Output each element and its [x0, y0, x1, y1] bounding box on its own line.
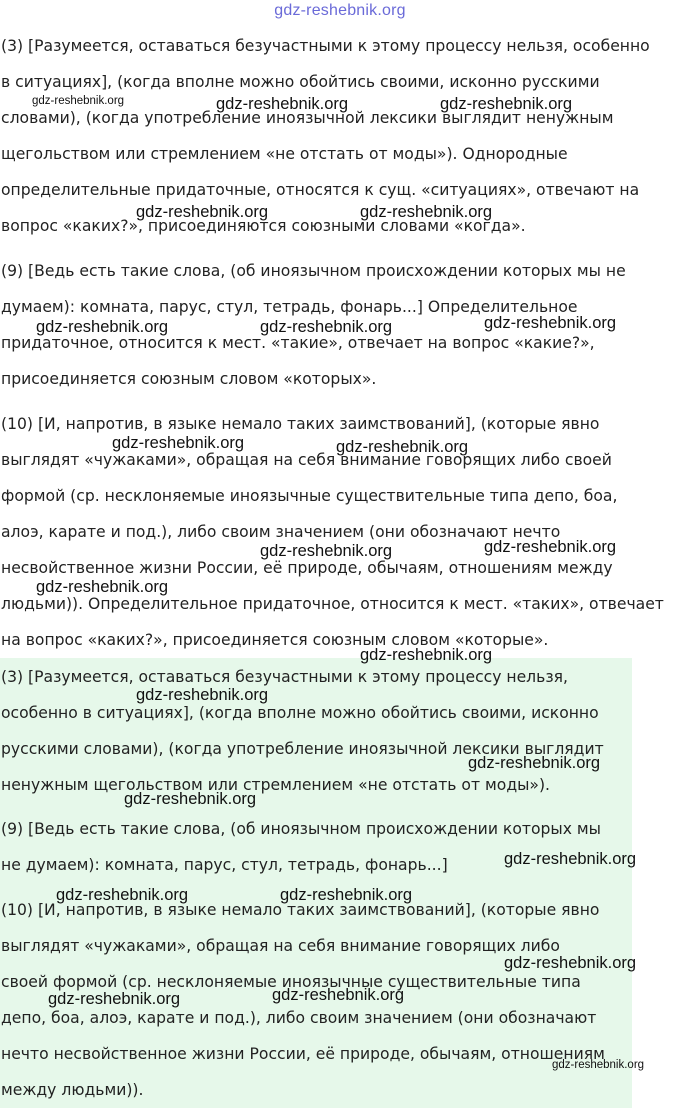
text-line: людьми)). Определительное придаточное, относится к мест. «таких», отвечает [1, 595, 664, 613]
text-line: в ситуациях], (когда вполне можно обойтись своими, исконно русскими [1, 73, 600, 91]
text-line: депо, боа, алоэ, карате и под.), либо своим значением (они обозначают [1, 1009, 597, 1027]
text-line: алоэ, карате и под.), либо своим значением (они обозначают нечто [1, 523, 561, 541]
text-line: словами), (когда употребление иноязычной лексики выглядит ненужным [1, 109, 614, 127]
watermark: gdz-reshebnik.org [468, 754, 601, 772]
watermark: gdz-reshebnik.org [440, 95, 573, 113]
watermark: gdz-reshebnik.org [56, 886, 189, 904]
analysis-paragraph-3 [1, 28, 677, 244]
text-line: определительные придаточные, относятся к сущ. «ситуациях», отвечают на [1, 181, 640, 199]
site-header-link[interactable]: gdz-reshebnik.org [274, 2, 406, 19]
text-line: придаточное, относится к мест. «такие», отвечает на вопрос «какие?», [1, 334, 595, 352]
watermark: gdz-reshebnik.org [136, 203, 269, 221]
watermark: gdz-reshebnik.org [280, 886, 413, 904]
watermark: gdz-reshebnik.org [504, 954, 637, 972]
watermark: gdz-reshebnik.org [484, 314, 617, 332]
text-line: не думаем): комната, парус, стул, тетрадь, фонарь...] [1, 856, 448, 874]
text-line: на вопрос «каких?», присоединяется союзным словом «которые». [1, 631, 549, 649]
highlight-paragraph-9 [1, 811, 677, 883]
watermark: gdz-reshebnik.org [360, 646, 493, 664]
watermark: gdz-reshebnik.org [484, 538, 617, 556]
watermark: gdz-reshebnik.org [260, 542, 393, 560]
watermark: gdz-reshebnik.org [272, 986, 405, 1004]
watermark: gdz-reshebnik.org [504, 850, 637, 868]
text-line: несвойственное жизни России, её природе, обычаям, отношениям между [1, 559, 613, 577]
text-line: (3) [Разумеется, оставаться безучастными к этому процессу нельзя, [1, 668, 568, 686]
watermark: gdz-reshebnik.org [360, 203, 493, 221]
watermark: gdz-reshebnik.org [124, 790, 257, 808]
watermark: gdz-reshebnik.org [552, 1059, 645, 1071]
text-line: щегольством или стремлением «не отстать от моды»). Однородные [1, 145, 568, 163]
text-line: формой (ср. несклоняемые иноязычные существительные типа депо, боа, [1, 487, 618, 505]
text-line: вопрос «каких?», присоединяются союзными словами «когда». [1, 217, 526, 235]
text-line: выглядят «чужаками», обращая на себя внимание говорящих либо [1, 937, 560, 955]
watermark: gdz-reshebnik.org [136, 686, 269, 704]
watermark: gdz-reshebnik.org [336, 438, 469, 456]
text-line: присоединяется союзным словом «которых». [1, 370, 377, 388]
watermark: gdz-reshebnik.org [36, 578, 169, 596]
text-line: нечто несвойственное жизни России, её природе, обычаям, отношениям [1, 1045, 605, 1063]
watermark: gdz-reshebnik.org [48, 990, 181, 1008]
text-line: выглядят «чужаками», обращая на себя внимание говорящих либо своей [1, 451, 612, 469]
text-line: (10) [И, напротив, в языке немало таких заимствований], (которые явно [1, 415, 600, 433]
text-line: (10) [И, напротив, в языке немало таких заимствований], (которые явно [1, 901, 600, 919]
watermark: gdz-reshebnik.org [112, 434, 245, 452]
text-line: думаем): комната, парус, стул, тетрадь, фонарь...] Определительное [1, 298, 578, 316]
text-line: своей формой (ср. несклоняемые иноязычные существительные типа [1, 973, 581, 991]
text-line: особенно в ситуациях], (когда вполне можно обойтись своими, исконно [1, 704, 599, 722]
watermark: gdz-reshebnik.org [260, 318, 393, 336]
text-line: ненужным щегольством или стремлением «не отстать от моды»). [1, 776, 550, 794]
watermark: gdz-reshebnik.org [36, 318, 169, 336]
text-line: (9) [Ведь есть такие слова, (об иноязычном происхождении которых мы не [1, 262, 626, 280]
highlight-paragraph-3 [1, 659, 677, 803]
watermark: gdz-reshebnik.org [32, 95, 125, 107]
text-line: между людьми)). [1, 1081, 144, 1099]
text-line: русскими словами), (когда употребление иноязычной лексики выглядит [1, 740, 604, 758]
text-line: (9) [Ведь есть такие слова, (об иноязычном происхождении которых мы [1, 820, 601, 838]
text-line: (3) [Разумеется, оставаться безучастными к этому процессу нельзя, особенно [1, 37, 650, 55]
watermark: gdz-reshebnik.org [216, 95, 349, 113]
